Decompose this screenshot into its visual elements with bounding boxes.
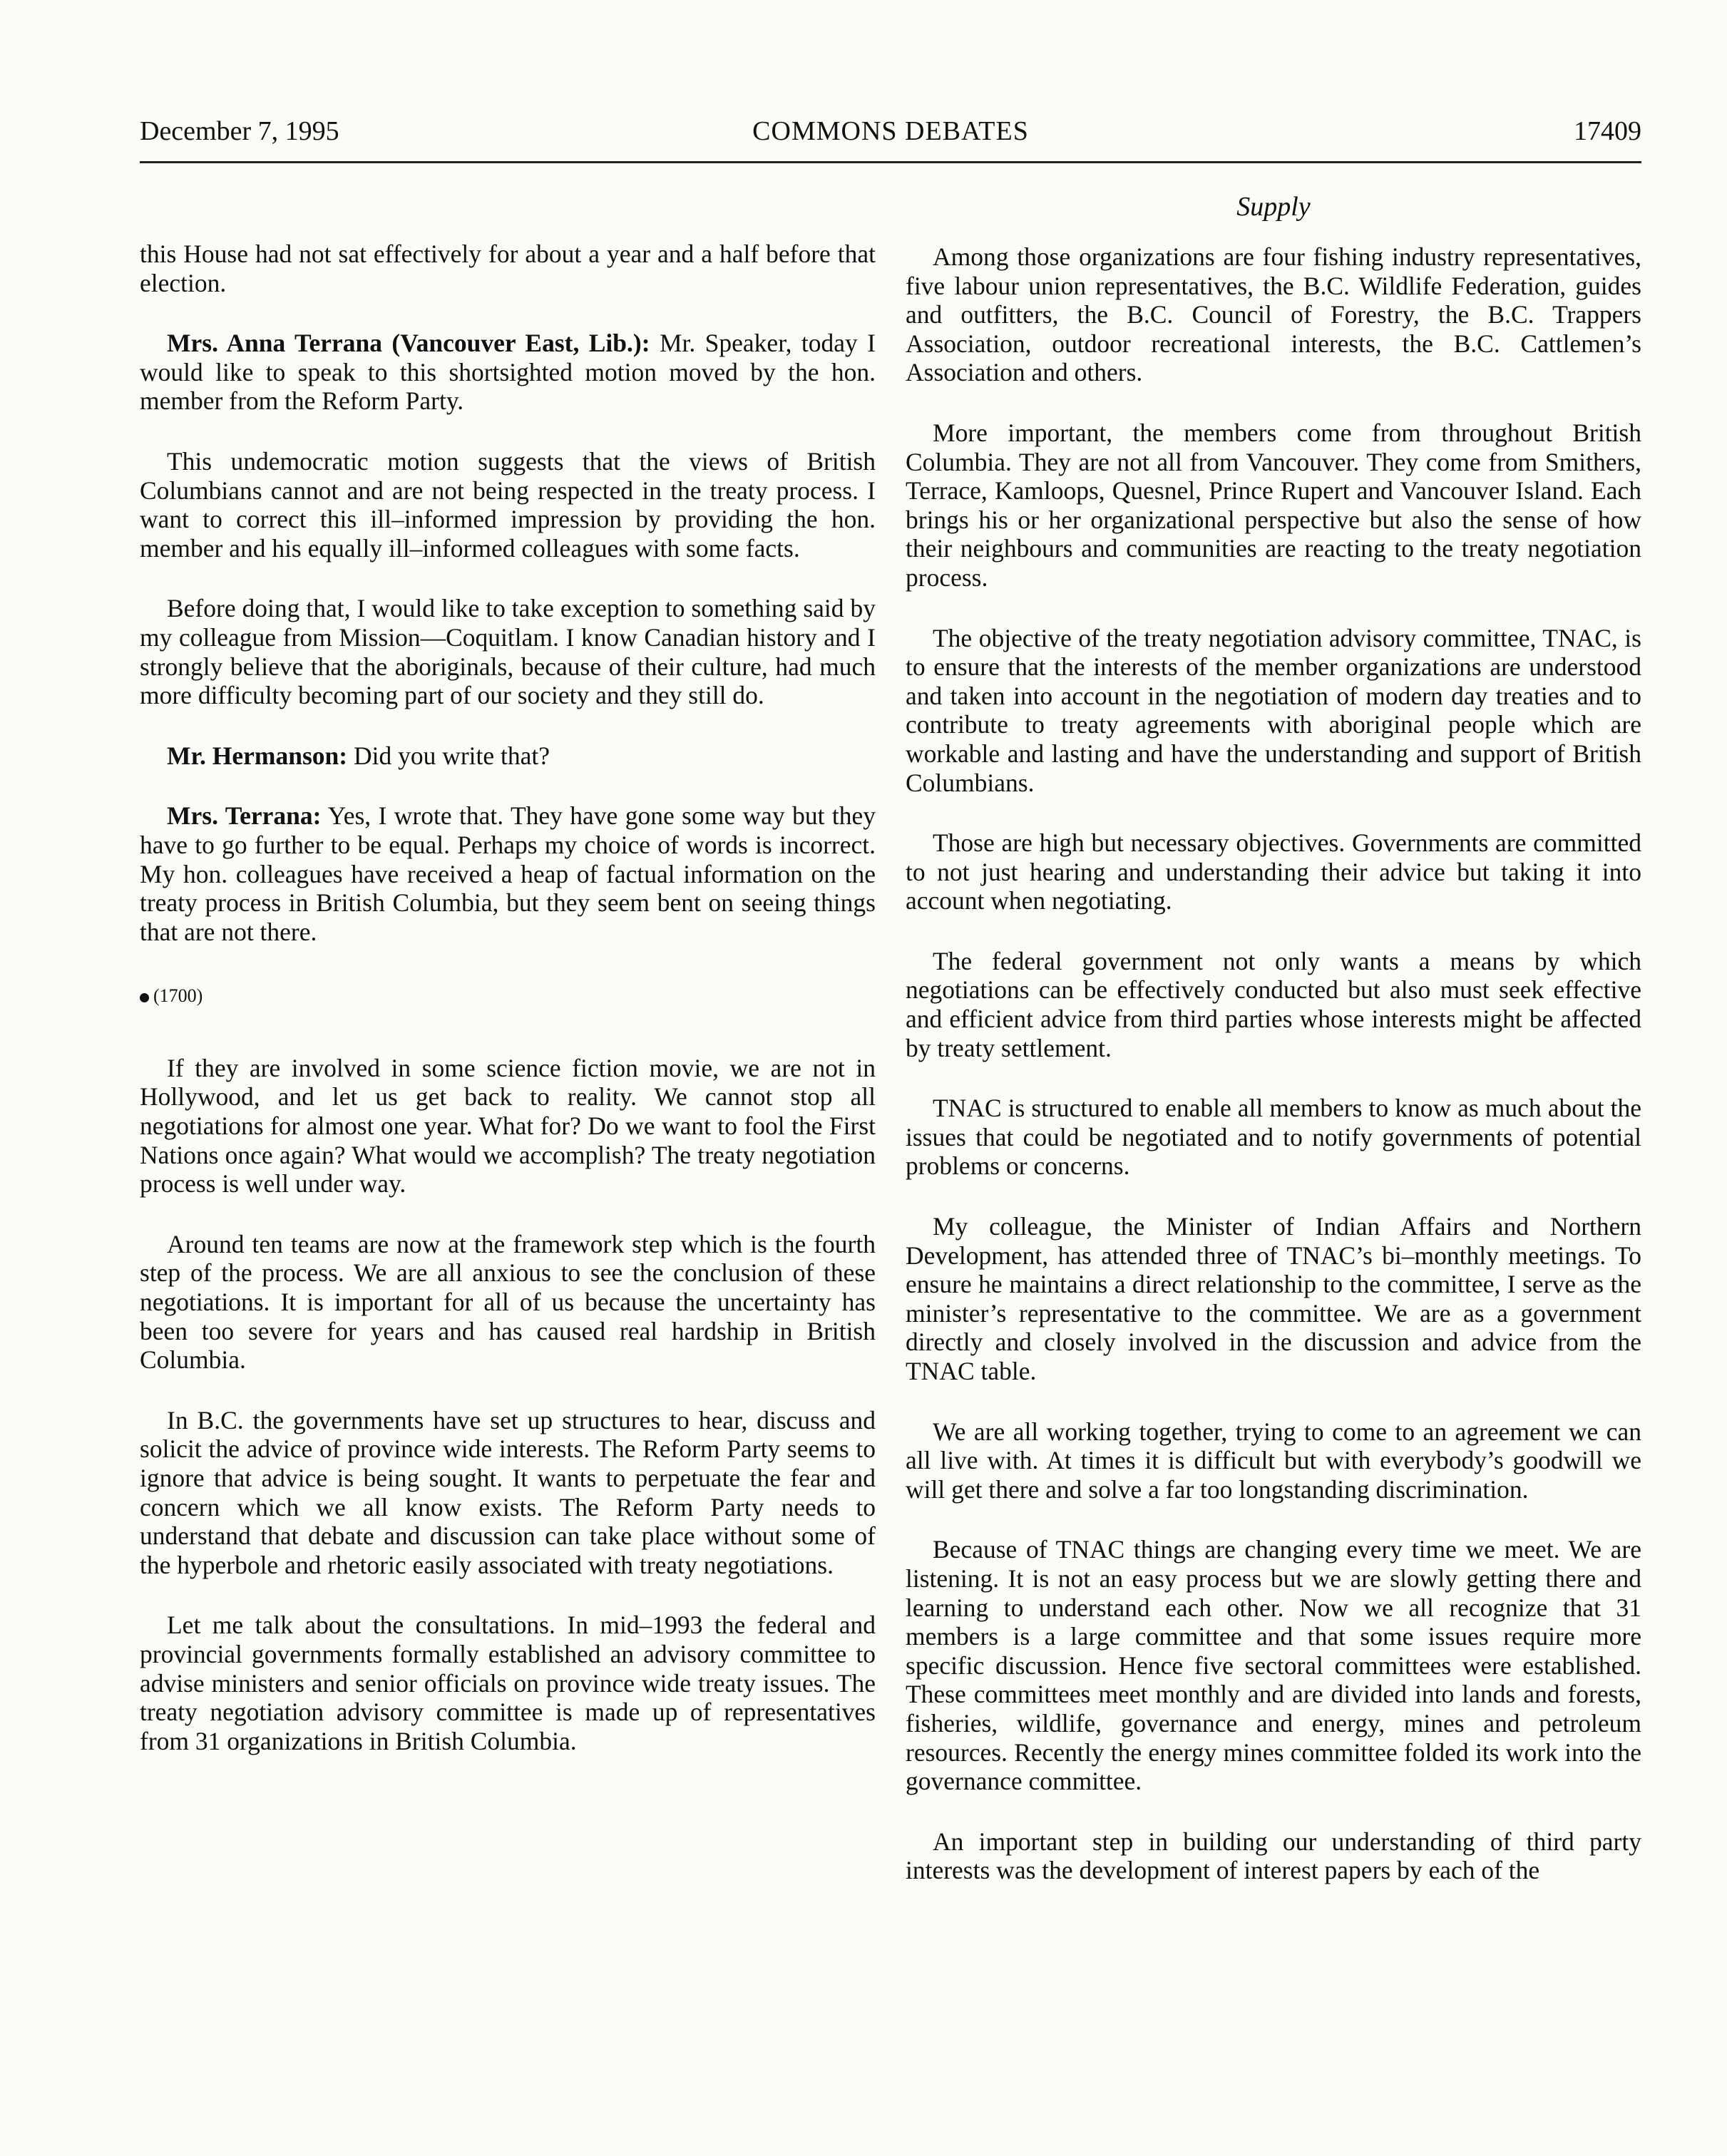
page-header	[140, 115, 1641, 155]
paragraph: Among those organizations are four fishing industry representatives, five labour union representatives, the B.C. Wildlife Federation, guides and outfitters, the B.C. Council of Forestry, the B.C. Trappers Association, outdoor recreational interests, the B.C. Cattlemen’s Association and others.	[906, 242, 1641, 387]
speaker-name: Mrs. Terrana:	[167, 801, 322, 831]
speech-text: Yes, I wrote that. They have gone some way but they have to go further to be equal. Perhaps my choice of words is incorrect. My hon. colleagues have received a heap of factual information on the treaty process in British Columbia, but they seem bent on seeing things that are not there.	[140, 801, 876, 946]
time-marker-text: (1700)	[153, 985, 203, 1007]
paragraph	[140, 741, 876, 771]
header-rule	[140, 161, 1641, 163]
header-date: December 7, 1995	[140, 116, 339, 146]
speaker-name: Mrs. Anna Terrana (Vancouver East, Lib.):	[167, 329, 650, 358]
paragraph: Around ten teams are now at the framework step which is the fourth step of the process. We are all anxious to see the conclusion of these negotiations. It is important for all of us because the uncertainty has been too severe for years and has caused real hardship in British Columbia.	[140, 1229, 876, 1375]
paragraph: Before doing that, I would like to take exception to something said by my colleague from Mission—Coquitlam. I know Canadian history and I strongly believe that the aboriginals, because of their culture, had much more difficulty becoming part of our society and they still do.	[140, 594, 876, 710]
bullet-icon	[140, 993, 149, 1002]
paragraph: An important step in building our understanding of third party interests was the development of interest papers by each of the	[906, 1827, 1641, 1885]
paragraph: The objective of the treaty negotiation advisory committee, TNAC, is to ensure that the interests of the member organizations are understood and taken into account in the negotiation of modern day treaties and to contribute to treaty agreements with aboriginal people which are workable and lasting and have the understanding and support of British Columbians.	[906, 623, 1641, 797]
paragraph	[140, 801, 876, 946]
right-column	[906, 242, 1641, 1916]
page-number: 17409	[1574, 116, 1641, 146]
header-title: COMMONS DEBATES	[752, 116, 1029, 146]
paragraph: Those are high but necessary objectives. Governments are committed to not just hearing and understanding their advice but taking it into account when negotiating.	[906, 828, 1641, 915]
paragraph: My colleague, the Minister of Indian Affairs and Northern Development, has attended three of TNAC’s bi–monthly meetings. To ensure he maintains a direct relationship to the committee, I serve as the minister’s representative to the committee. We are as a government directly and closely involved in the discussion and advice from the TNAC table.	[906, 1212, 1641, 1385]
paragraph: Because of TNAC things are changing every time we meet. We are listening. It is not an easy process but we are slowly getting there and learning to understand each other. Now we all recognize that 31 members is a large committee and that some issues require more specific discussion. Hence five sectoral committees were established. These committees meet monthly and are divided into lands and forests, fisheries, wildlife, governance and energy, mines and petroleum resources. Recently the energy mines committee folded its work into the governance committee.	[906, 1535, 1641, 1796]
paragraph	[140, 329, 876, 416]
paragraph: The federal government not only wants a means by which negotiations can be effectively conducted but also must seek effective and efficient advice from third parties whose interests might be affected by treaty settlement.	[906, 946, 1641, 1062]
time-marker	[140, 982, 876, 1011]
section-title: Supply	[1236, 192, 1311, 222]
paragraph: Let me talk about the consultations. In mid–1993 the federal and provincial governments formally established an advisory committee to advise ministers and senior officials on province wide treaty issues. The treaty negotiation advisory committee is made up of representatives from 31 organizations in British Columbia.	[140, 1611, 876, 1755]
speech-text: Did you write that?	[347, 741, 550, 770]
paragraph: TNAC is structured to enable all members to know as much about the issues that could be negotiated and to notify governments of potential problems or concerns.	[906, 1094, 1641, 1181]
left-column	[140, 240, 876, 1787]
speech-text: Mr. Speaker, today I would like to speak to this shortsighted motion moved by the hon. member from the Reform Party.	[140, 329, 876, 416]
speaker-name: Mr. Hermanson:	[167, 741, 348, 770]
paragraph: We are all working together, trying to come to an agreement we can all live with. At times it is difficult but with everybody’s goodwill we will get there and solve a far too longstanding discrimination.	[906, 1417, 1641, 1504]
paragraph: This undemocratic motion suggests that the views of British Columbians cannot and are not being respected in the treaty process. I want to correct this ill–informed impression by providing the hon. member and his equally ill–informed colleagues with some facts.	[140, 446, 876, 563]
paragraph: If they are involved in some science fiction movie, we are not in Hollywood, and let us get back to reality. We cannot stop all negotiations for almost one year. What for? Do we want to fool the First Nations once again? What would we accomplish? The treaty negotiation process is well under way.	[140, 1053, 876, 1198]
paragraph: this House had not sat effectively for about a year and a half before that election.	[140, 240, 876, 297]
paragraph: In B.C. the governments have set up structures to hear, discuss and solicit the advice of province wide interests. The Reform Party seems to ignore that advice is being sought. It wants to perpetuate the fear and concern which we all know exists. The Reform Party needs to understand that debate and discussion can take place without some of the hyperbole and rhetoric easily associated with treaty negotiations.	[140, 1405, 876, 1579]
paragraph: More important, the members come from throughout British Columbia. They are not all from Vancouver. They come from Smithers, Terrace, Kamloops, Quesnel, Prince Rupert and Vancouver Island. Each brings his or her organizational perspective but also the sense of how their neighbours and communities are reacting to the treaty negotiation process.	[906, 418, 1641, 592]
